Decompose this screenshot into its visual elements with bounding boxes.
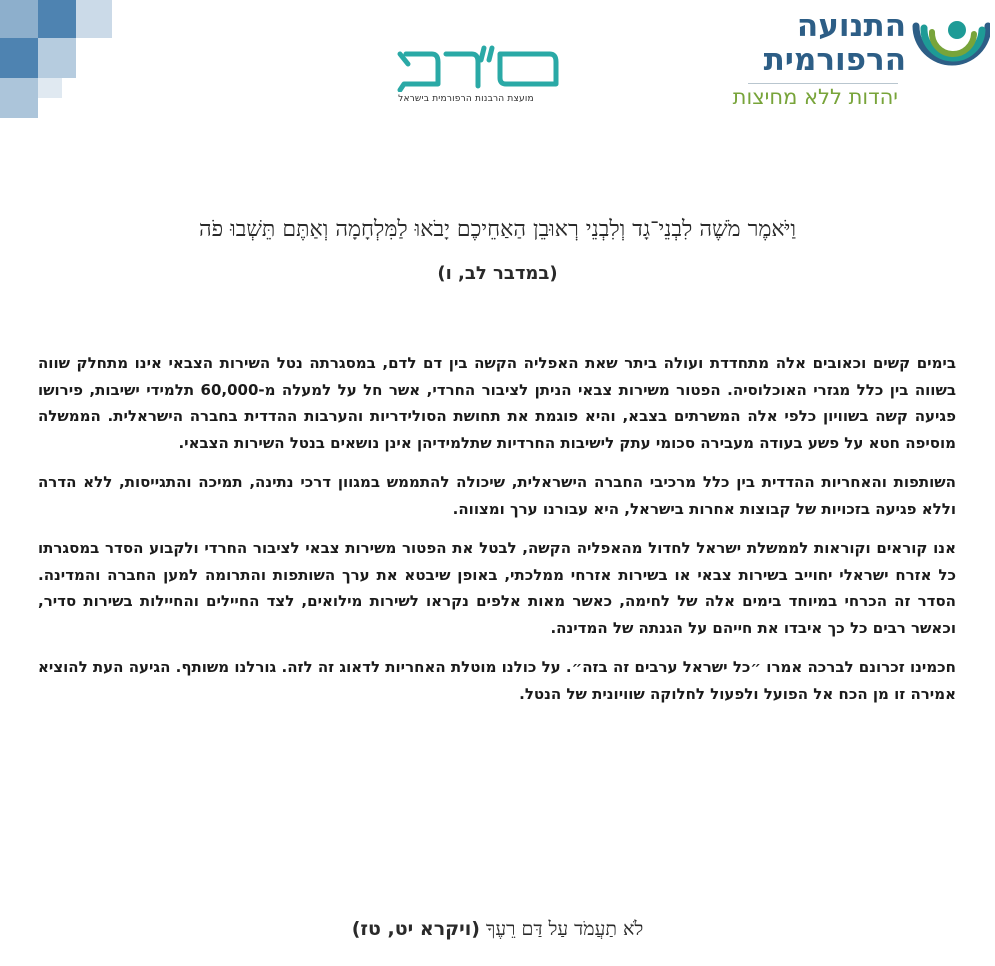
statement-body: [38, 350, 956, 720]
maram-logo: [380, 40, 565, 112]
reform-movement-logo: [732, 4, 990, 116]
corner-pattern-decoration: [0, 0, 112, 118]
paragraph-1: בימים קשים וכאובים אלה מתחדדת ועולה ביתר שאת האפליה הקשה בין דם לדם, במסגרתה נטל השירות הצבאי אינו מתחלק שווה בשווה בין כלל מגזרי האוכלוסיה. הפטור משירות צבאי הניתן לציבור החרדי, אשר חל על למעלה מ-60,000 תלמידי ישיבות, פירושו פגיעה קשה בשוויון כלפי אלה המשרתים בצבא, והיא פוגמת את תחושת הסולידריות והערבות ההדדית בחברה הישראלית. הממשלה מוסיפה חטא על פשע בעודה מעבירה סכומי עתק לישיבות החרדיות שתלמידיהן אינן נושאים בנטל השירות הצבאי.: [38, 354, 956, 452]
maram-wordmark-icon: [380, 40, 565, 92]
paragraph-4: חכמינו זכרונם לברכה אמרו ״כל ישראל ערבים זה בזה״. על כולנו מוטלת האחריות לדאוג זה לזה. גורלנו משותף. הגיעה העת להוציא אמירה זו מן הכח אל הפועל ולפעול לחלוקה שוויונית של הנטל.: [38, 658, 956, 703]
closing-line: [40, 918, 955, 941]
closing-quote: לֹא תַעֲמֹד עַל דַּם רֵעֶךָ: [486, 918, 644, 940]
verse-source: (במדבר לב, ו): [437, 263, 558, 284]
reform-logo-line1: התנועה: [796, 8, 906, 44]
reform-logo-line2: הרפורמית: [763, 42, 906, 78]
paragraph-3: אנו קוראים וקוראות לממשלת ישראל לחדול מהאפליה הקשה, לבטל את הפטור משירות צבאי לציבור החרדי ולקבוע הסדר במסגרתו כל אזרח ישראלי יחוייב בשירות צבאי או בשירות אזרחי ממלכתי, באופן שיבטא את ערך השותפות והתרומה למען החברה והמדינה. הסדר זה הכרחי במיוחד בימים אלה של לחימה, כאשר מאות אלפים נקראו לשירות מילואים, לצד החיילים והחיילות בשירות סדיר, וכאשר רבים כל כך איבדו את חייהם על הגנתה של המדינה.: [38, 539, 956, 637]
closing-source: (ויקרא יט, טז): [351, 918, 480, 940]
maram-subtitle: מועצת הרבנות הרפורמית בישראל: [398, 94, 534, 104]
verse-quote: וַיֹּאמֶר מֹשֶׁה לִבְנֵי־גָד וְלִבְנֵי רְאוּבֵן הַאַחֵיכֶם יָבֹאוּ לַמִּלְחָמָה וְאַתֶּם תֵּשְׁבוּ פֹה: [198, 217, 797, 242]
paragraph-2: השותפות והאחריות ההדדית בין כלל מרכיבי החברה הישראלית, שיכולה להתממש במגוון דרכי נתינה, תמיכה והתגייסות, ללא הדרה וללא פגיעה בזכויות של קבוצות אחרות בישראל, היא עבורנו ערך ומצווה.: [38, 473, 956, 518]
reform-emblem-icon: [910, 14, 990, 80]
reform-logo-tagline: יהדות ללא מחיצות: [732, 85, 898, 109]
